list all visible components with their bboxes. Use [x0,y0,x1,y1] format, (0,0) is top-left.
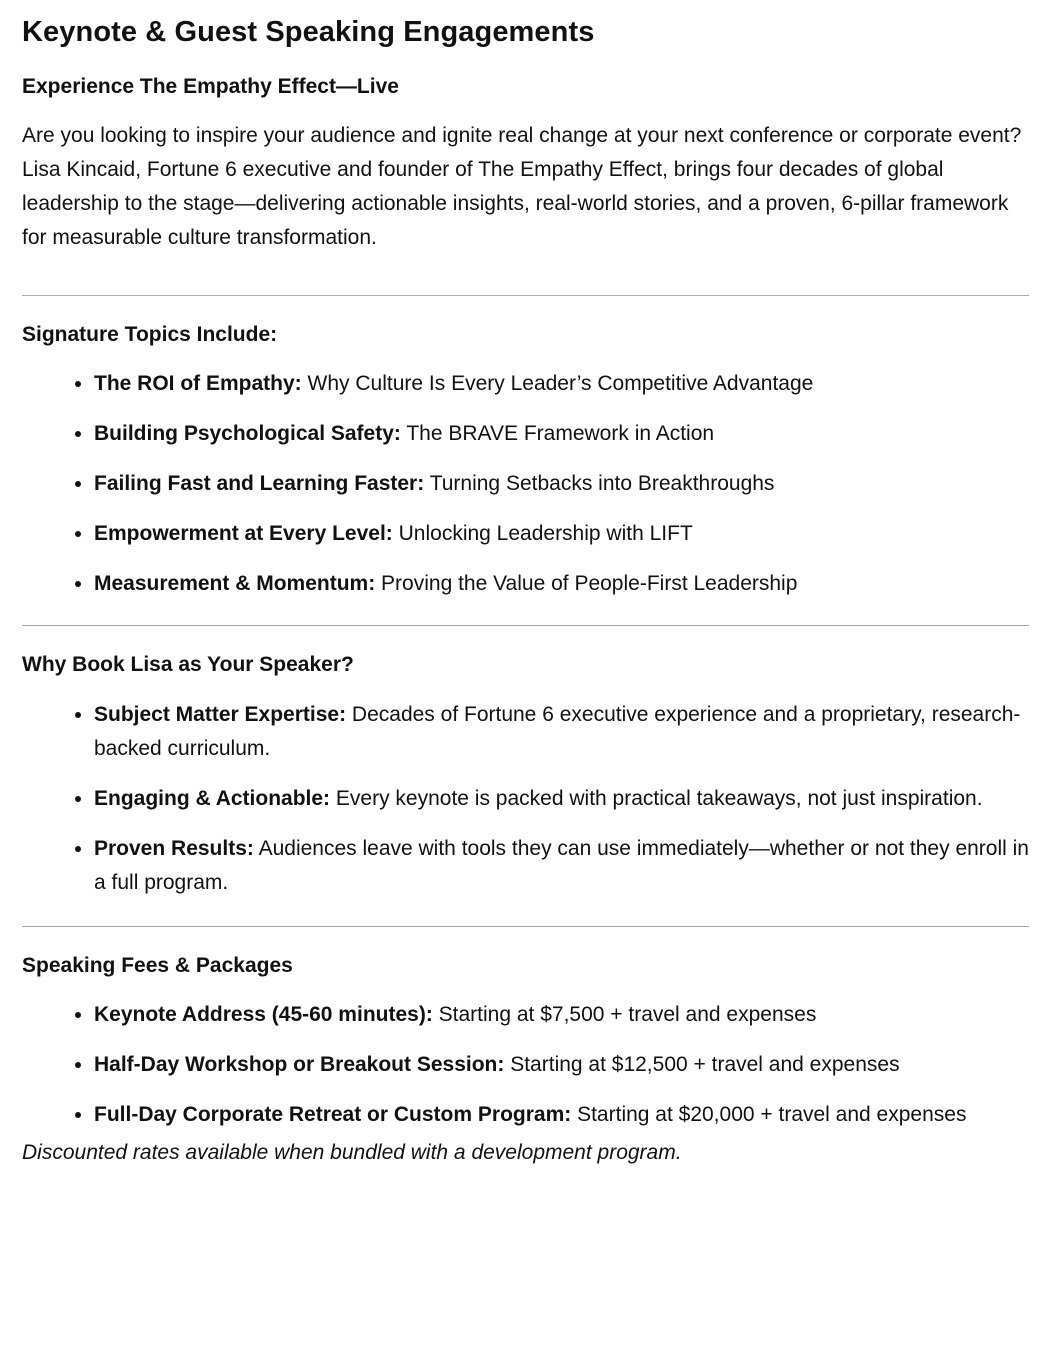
fees-note: Discounted rates available when bundled with a development program. [22,1141,682,1165]
fees-list [22,998,1029,1132]
topic-label: The ROI of Empathy: [94,372,302,396]
fee-text: Starting at $7,500 + travel and expenses [438,1003,817,1027]
list-item [94,467,1029,501]
list-item [94,1048,1029,1082]
divider [22,295,1029,296]
topic-text: Why Culture Is Every Leader’s Competitive Advantage [307,372,814,396]
why-text: Every keynote is packed with practical takeaways, not just inspiration. [335,786,983,810]
topics-heading: Signature Topics Include: [22,323,278,347]
list-item [94,417,1029,451]
divider [22,926,1029,927]
list-item [94,782,1029,816]
why-text: Decades of Fortune 6 executive experience and a proprietary, research-backed curriculum. [94,702,1021,760]
topic-text: Unlocking Leadership with LIFT [398,522,693,546]
fee-text: Starting at $20,000 + travel and expenses [577,1103,967,1127]
list-item [94,567,1029,601]
fees-heading: Speaking Fees & Packages [22,953,293,977]
why-text: Audiences leave with tools they can use immediately—whether or not they enroll in a full program. [94,836,1029,894]
list-item [94,517,1029,551]
why-heading: Why Book Lisa as Your Speaker? [22,653,354,677]
intro-paragraph-2: Lisa Kincaid, Fortune 6 executive and founder of The Empathy Effect, brings four decades of global leadership to the stage—delivering actionable insights, real-world stories, and a proven, 6-pillar framework for measurable culture transformation. [22,158,1009,250]
why-label: Engaging & Actionable: [94,786,331,810]
list-item [94,367,1029,401]
topic-text: Proving the Value of People-First Leadership [381,572,798,596]
list-item [94,998,1029,1032]
fee-label: Keynote Address (45-60 minutes): [94,1003,433,1027]
topic-label: Failing Fast and Learning Faster: [94,472,425,496]
topic-label: Measurement & Momentum: [94,572,376,596]
intro-paragraph-1: Are you looking to inspire your audience and ignite real change at your next conference or corporate event? [22,124,1022,148]
topic-text: Turning Setbacks into Breakthroughs [429,472,775,496]
why-list [22,698,1029,900]
list-item [94,698,1029,766]
list-item [94,832,1029,900]
divider [22,625,1029,626]
fee-label: Half-Day Workshop or Breakout Session: [94,1053,505,1077]
topics-list [22,367,1029,601]
page-title: Keynote & Guest Speaking Engagements [22,16,595,48]
intro-heading: Experience The Empathy Effect—Live [22,74,399,98]
topic-text: The BRAVE Framework in Action [406,422,715,446]
list-item [94,1098,1029,1132]
fee-label: Full-Day Corporate Retreat or Custom Program: [94,1103,572,1127]
why-label: Proven Results: [94,836,254,860]
topic-label: Empowerment at Every Level: [94,522,393,546]
fee-text: Starting at $12,500 + travel and expenses [510,1053,900,1077]
why-label: Subject Matter Expertise: [94,702,347,726]
topic-label: Building Psychological Safety: [94,422,401,446]
